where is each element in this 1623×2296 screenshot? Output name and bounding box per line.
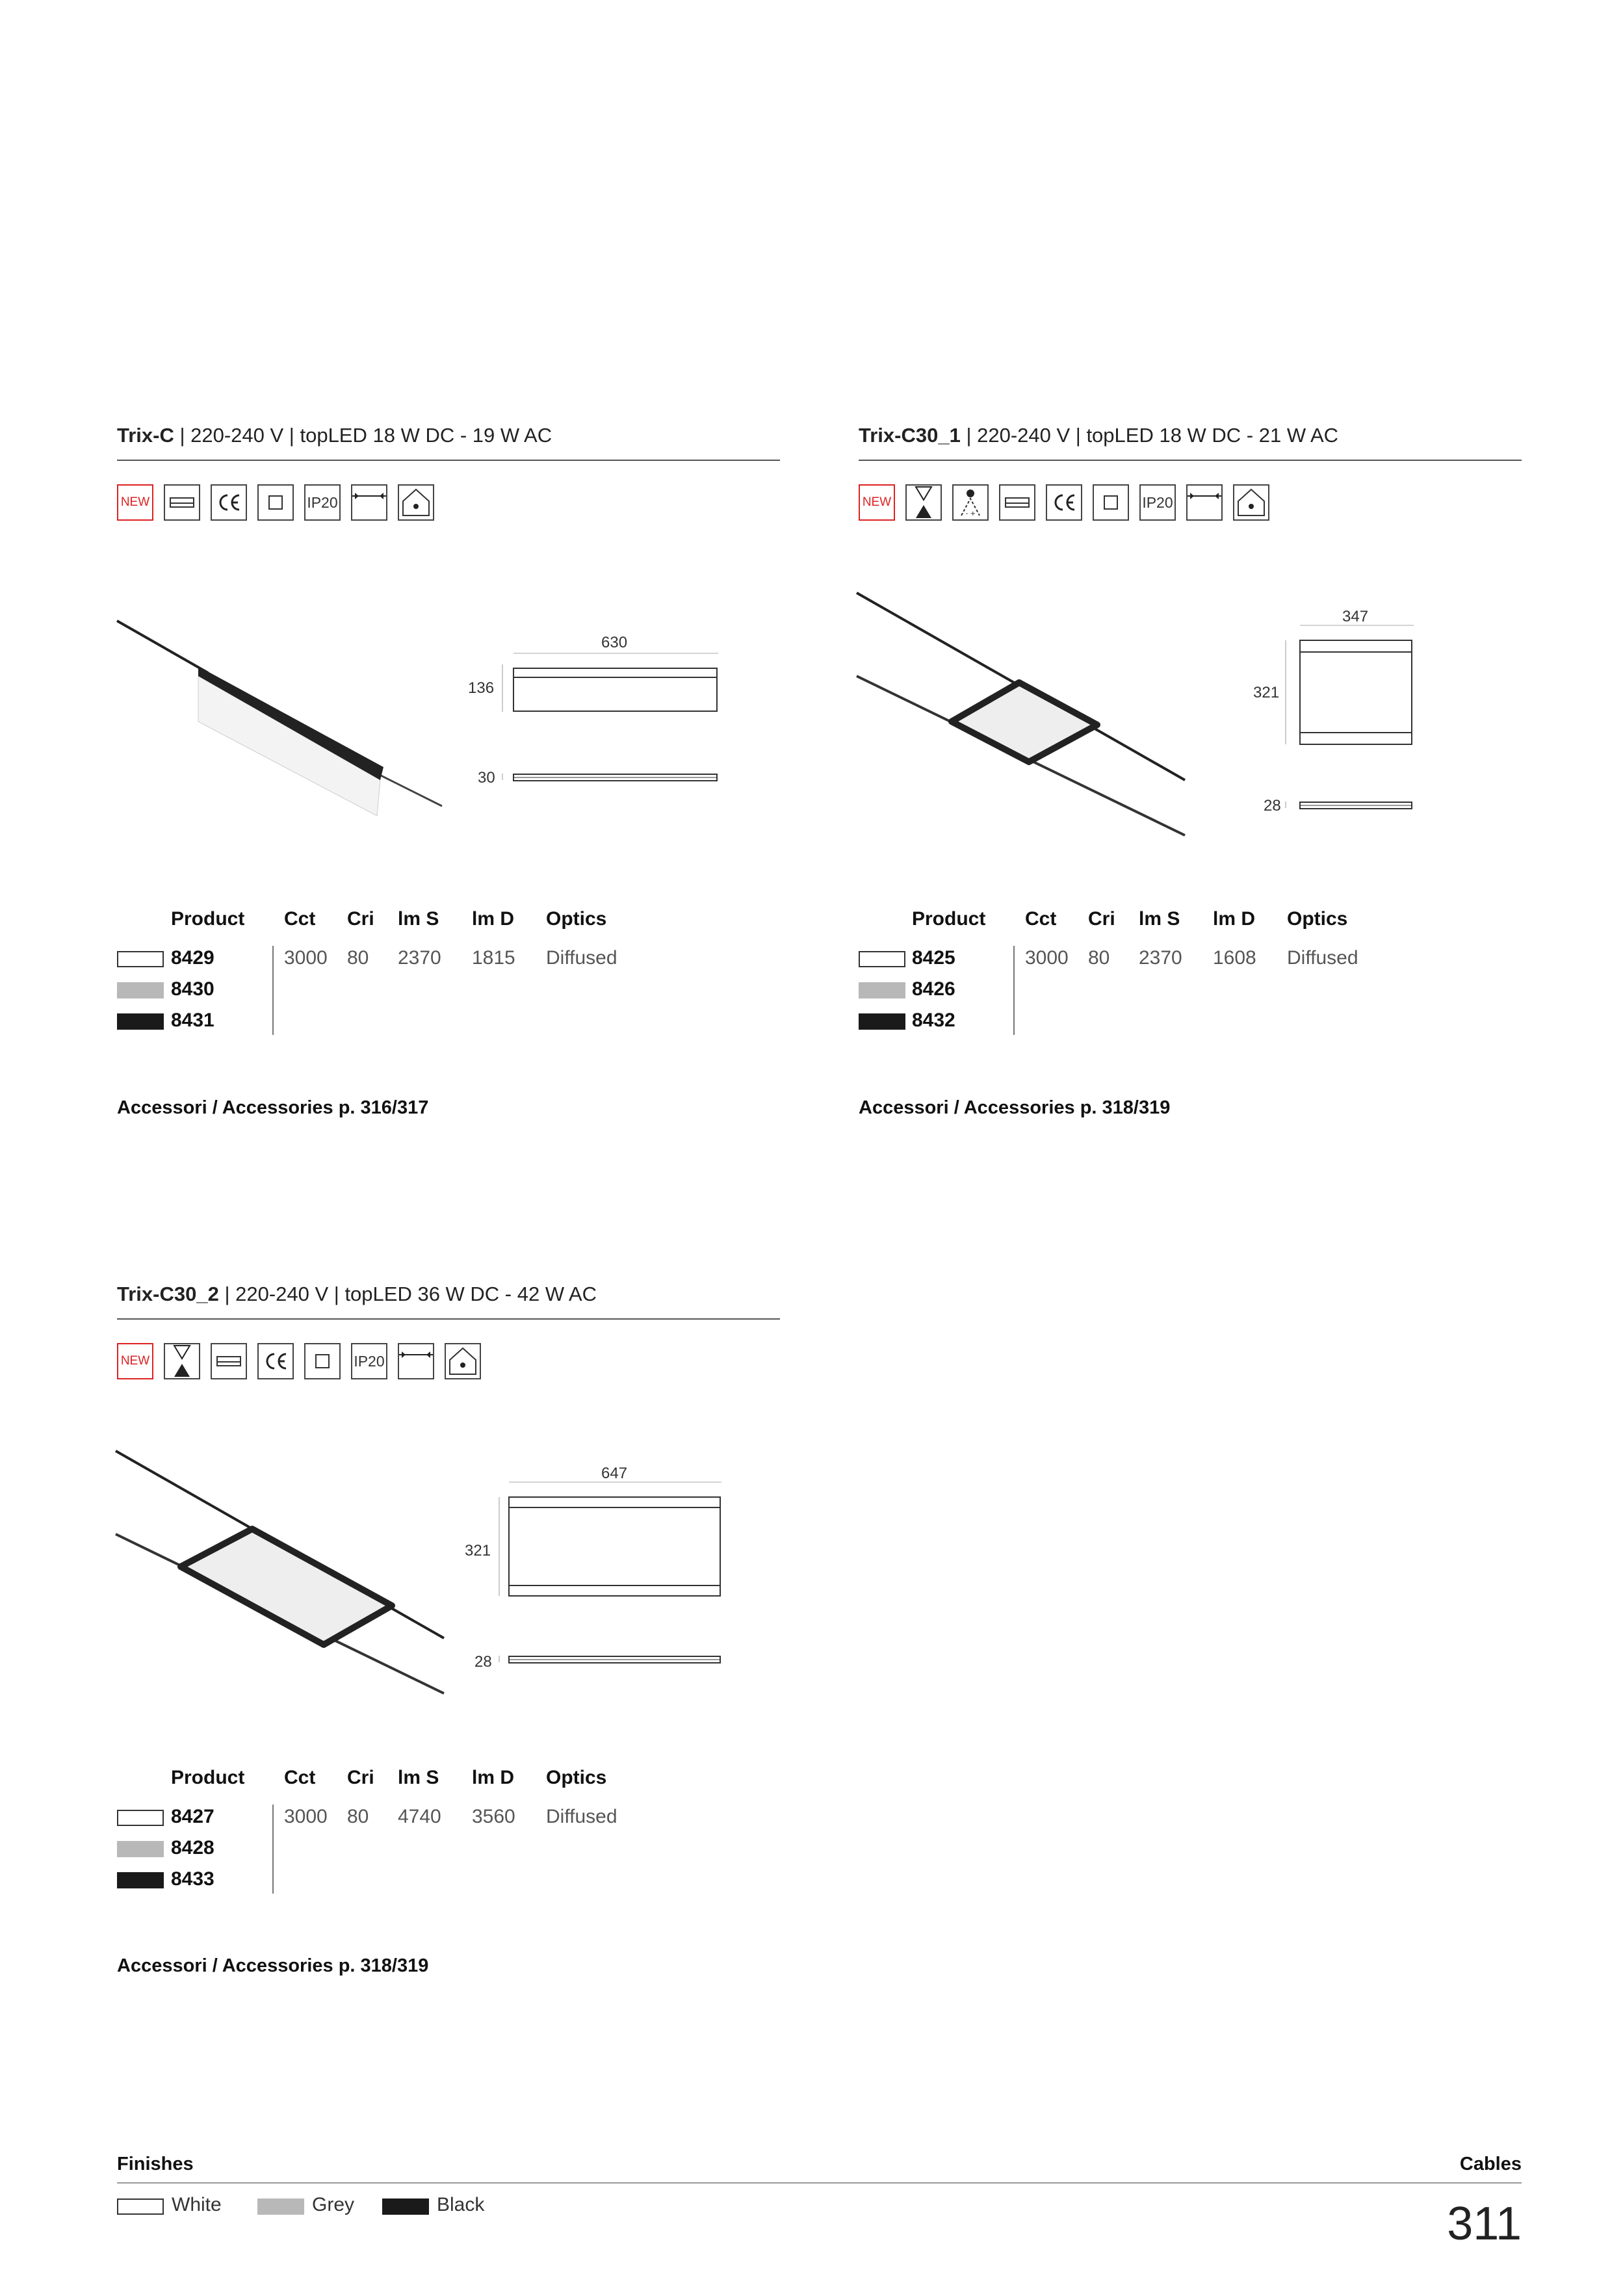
product-code: 8427 — [171, 1806, 214, 1827]
dimension-height: 321 — [465, 1542, 491, 1559]
table-divider — [272, 1805, 274, 1894]
cct-value: 3000 — [284, 947, 328, 969]
class-ii-icon — [304, 1343, 341, 1379]
cable-suspension-icon — [351, 484, 387, 521]
dimension-height: 321 — [1253, 684, 1280, 701]
product-code: 8433 — [171, 1868, 214, 1890]
cri-value: 80 — [1088, 947, 1110, 969]
new-badge: NEW — [859, 484, 895, 521]
new-badge: NEW — [117, 1343, 153, 1379]
accessories-link[interactable]: Accessori / Accessories p. 318/319 — [117, 1955, 429, 1976]
cri-value: 80 — [347, 1806, 369, 1827]
col-header-cct: Cct — [1025, 908, 1057, 930]
finish-swatch-black — [859, 1013, 905, 1030]
ip20-badge: IP20 — [351, 1343, 387, 1379]
technical-drawing — [500, 650, 721, 793]
col-header-lm-d: lm D — [472, 908, 515, 930]
product-name: Trix-C30_1 — [859, 424, 961, 447]
finishes-heading: Finishes — [117, 2154, 194, 2174]
col-header-cri: Cri — [347, 1767, 374, 1788]
section-title-trix-c30-1 — [859, 424, 1338, 447]
ce-mark-icon — [1046, 484, 1082, 521]
col-header-product: Product — [912, 908, 986, 930]
finish-label-white: White — [172, 2194, 222, 2215]
product-code: 8429 — [171, 947, 214, 969]
double-direction-icon — [905, 484, 942, 521]
product-code: 8431 — [171, 1010, 214, 1031]
product-photo-trix-c — [117, 621, 448, 816]
table-divider — [1013, 946, 1015, 1035]
svg-text:- - +: - - + — [961, 510, 976, 517]
lm-s-value: 4740 — [398, 1806, 441, 1827]
dimension-depth: 28 — [474, 1653, 492, 1671]
section-title-trix-c — [117, 424, 552, 447]
accessories-link[interactable]: Accessori / Accessories p. 316/317 — [117, 1097, 429, 1118]
certification-icons — [117, 1343, 481, 1379]
finish-swatch-grey — [257, 2198, 304, 2215]
col-header-lm-s: lm S — [398, 1767, 439, 1788]
table-divider — [272, 946, 274, 1035]
class-ii-icon — [1093, 484, 1129, 521]
finish-swatch-grey — [117, 1841, 164, 1857]
emergency-icon — [952, 484, 989, 521]
col-header-lm-s: lm S — [398, 908, 439, 930]
col-header-optics: Optics — [546, 908, 607, 930]
lm-d-value: 1608 — [1213, 947, 1256, 969]
product-code: 8426 — [912, 978, 955, 1000]
product-spec: | 220-240 V | topLED 18 W DC - 21 W AC — [960, 424, 1339, 447]
product-code: 8430 — [171, 978, 214, 1000]
surface-mount-icon — [211, 1343, 247, 1379]
finish-swatch-grey — [859, 982, 905, 998]
section-divider — [859, 460, 1522, 461]
col-header-product: Product — [171, 1767, 245, 1788]
lm-d-value: 1815 — [472, 947, 515, 969]
finish-swatch-grey — [117, 982, 164, 998]
product-code: 8428 — [171, 1837, 214, 1859]
dimension-height: 136 — [468, 679, 495, 697]
ip20-badge: IP20 — [1139, 484, 1176, 521]
product-name: Trix-C — [117, 424, 174, 447]
finish-swatch-white — [117, 1810, 164, 1826]
product-spec: | 220-240 V | topLED 36 W DC - 42 W AC — [218, 1283, 597, 1305]
col-header-cri: Cri — [347, 908, 374, 930]
page-number: 311 — [1447, 2198, 1522, 2250]
ce-mark-icon — [211, 484, 247, 521]
new-badge: NEW — [117, 484, 153, 521]
optics-value: Diffused — [546, 947, 617, 969]
surface-mount-icon — [164, 484, 200, 521]
cct-value: 3000 — [284, 1806, 328, 1827]
finish-label-grey: Grey — [312, 2194, 355, 2215]
product-photo-trix-c30-1 — [857, 592, 1188, 839]
col-header-optics: Optics — [546, 1767, 607, 1788]
cri-value: 80 — [347, 947, 369, 969]
lm-s-value: 2370 — [398, 947, 441, 969]
finish-swatch-white — [117, 2198, 164, 2215]
finish-swatch-black — [382, 2198, 429, 2215]
technical-drawing — [497, 1479, 725, 1674]
lm-s-value: 2370 — [1139, 947, 1182, 969]
certification-icons — [859, 484, 1269, 521]
finish-swatch-black — [117, 1872, 164, 1888]
indoor-use-icon — [1233, 484, 1269, 521]
certification-icons — [117, 484, 434, 521]
col-header-cri: Cri — [1088, 908, 1115, 930]
indoor-use-icon — [445, 1343, 481, 1379]
class-ii-icon — [257, 484, 294, 521]
product-photo-trix-c30-2 — [116, 1450, 447, 1697]
dimension-width: 630 — [601, 634, 628, 651]
finish-swatch-black — [117, 1013, 164, 1030]
accessories-link[interactable]: Accessori / Accessories p. 318/319 — [859, 1097, 1171, 1118]
finish-swatch-white — [859, 951, 905, 967]
category-label: Cables — [1459, 2154, 1522, 2174]
section-divider — [117, 460, 780, 461]
optics-value: Diffused — [546, 1806, 617, 1827]
technical-drawing — [1284, 621, 1417, 816]
section-title-trix-c30-2 — [117, 1283, 597, 1306]
col-header-cct: Cct — [284, 908, 316, 930]
product-code: 8432 — [912, 1010, 955, 1031]
footer-divider — [117, 2182, 1522, 2184]
indoor-use-icon — [398, 484, 434, 521]
dimension-width: 647 — [601, 1465, 628, 1482]
cct-value: 3000 — [1025, 947, 1069, 969]
section-divider — [117, 1318, 780, 1320]
product-spec: | 220-240 V | topLED 18 W DC - 19 W AC — [174, 424, 552, 447]
ce-mark-icon — [257, 1343, 294, 1379]
dimension-depth: 30 — [478, 769, 495, 787]
col-header-lm-d: lm D — [472, 1767, 515, 1788]
dimension-depth: 28 — [1264, 797, 1281, 815]
cable-suspension-icon — [1186, 484, 1223, 521]
lm-d-value: 3560 — [472, 1806, 515, 1827]
finish-swatch-white — [117, 951, 164, 967]
optics-value: Diffused — [1287, 947, 1358, 969]
col-header-cct: Cct — [284, 1767, 316, 1788]
col-header-optics: Optics — [1287, 908, 1348, 930]
product-code: 8425 — [912, 947, 955, 969]
col-header-lm-d: lm D — [1213, 908, 1256, 930]
surface-mount-icon — [999, 484, 1035, 521]
double-direction-icon — [164, 1343, 200, 1379]
product-name: Trix-C30_2 — [117, 1283, 219, 1305]
dimension-width: 347 — [1342, 608, 1369, 625]
ip20-badge: IP20 — [304, 484, 341, 521]
finish-label-black: Black — [437, 2194, 485, 2215]
col-header-lm-s: lm S — [1139, 908, 1180, 930]
cable-suspension-icon — [398, 1343, 434, 1379]
col-header-product: Product — [171, 908, 245, 930]
